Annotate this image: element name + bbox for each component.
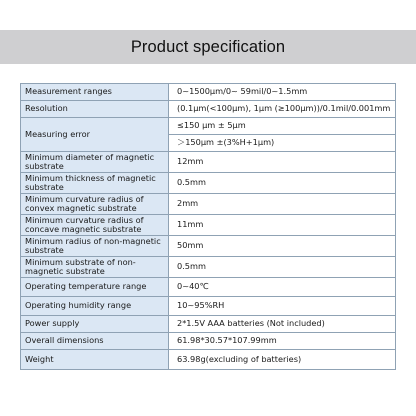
spec-value: 12mm [169,152,396,173]
spec-value: (0.1μm(<100μm), 1μm (≥100μm))/0.1mil/0.001mm [169,101,396,118]
table-row-concave-radius [21,215,396,236]
table-row-measuring-error [21,118,396,135]
spec-label: Minimum radius of non-magnetic substrate [21,236,169,257]
table-row-operating-temp [21,278,396,297]
spec-value: 0~40℃ [169,278,396,297]
spec-label: Minimum diameter of magnetic substrate [21,152,169,173]
table-row-weight [21,350,396,370]
page-title: Product specification [130,37,286,56]
spec-value: 11mm [169,215,396,236]
table-row-nonmagnetic-radius [21,236,396,257]
spec-label: Weight [21,350,169,370]
spec-table [20,83,396,370]
spec-label: Resolution [21,101,169,118]
table-row-convex-radius [21,194,396,215]
spec-value: 61.98*30.57*107.99mm [169,333,396,350]
spec-label: Power supply [21,316,169,333]
spec-label: Operating humidity range [21,297,169,316]
table-row-min-diameter [21,152,396,173]
spec-label: Minimum thickness of magnetic substrate [21,173,169,194]
spec-value: 63.98g(excluding of batteries) [169,350,396,370]
table-row-operating-humidity [21,297,396,316]
spec-value: ＞150μm ±(3%H+1μm) [169,135,396,152]
spec-value: 2*1.5V AAA batteries (Not included) [169,316,396,333]
spec-value: 0~1500μm/0~ 59mil/0~1.5mm [169,84,396,101]
table-row-overall-dimensions [21,333,396,350]
spec-value: 50mm [169,236,396,257]
table-row-resolution [21,101,396,118]
table-row-power-supply [21,316,396,333]
title-banner [0,30,416,64]
spec-value: 0.5mm [169,173,396,194]
spec-label: Measuring error [21,118,169,152]
spec-label: Measurement ranges [21,84,169,101]
table-row-min-thickness [21,173,396,194]
spec-value: 10~95%RH [169,297,396,316]
spec-label: Minimum curvature radius of convex magnetic substrate [21,194,169,215]
spec-value: ≤150 μm ± 5μm [169,118,396,135]
spec-label: Overall dimensions [21,333,169,350]
spec-value: 2mm [169,194,396,215]
table-row-nonmagnetic-substrate [21,257,396,278]
spec-label: Minimum substrate of non-magnetic substrate [21,257,169,278]
table-row-measurement-ranges [21,84,396,101]
spec-label: Operating temperature range [21,278,169,297]
spec-label: Minimum curvature radius of concave magnetic substrate [21,215,169,236]
spec-value: 0.5mm [169,257,396,278]
